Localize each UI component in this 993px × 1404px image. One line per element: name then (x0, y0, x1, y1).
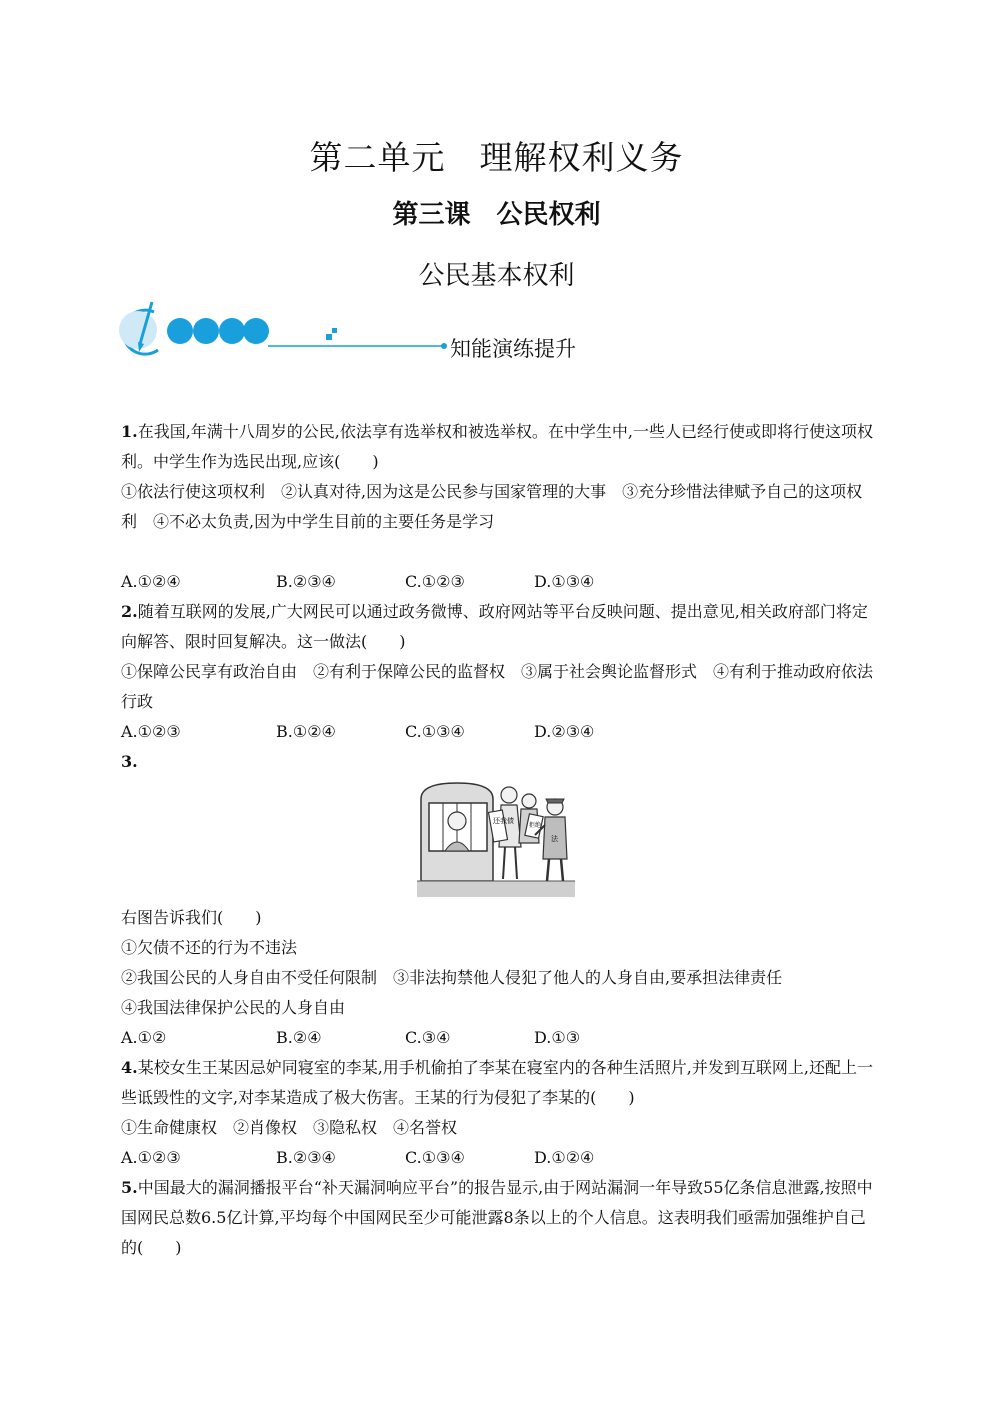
dot-3 (219, 318, 245, 344)
question-4-options (121, 1143, 873, 1173)
sign-text-3: 法 (551, 835, 558, 843)
question-number: 5. (121, 1178, 138, 1197)
dot-4 (243, 318, 269, 344)
sign-text-2: 拒绝 (529, 822, 542, 829)
question-3-stem: 右图告诉我们( ) (121, 908, 262, 927)
option-b[interactable]: B.②③④ (276, 1148, 336, 1167)
section-title: 公民基本权利 (418, 261, 575, 291)
question-2-statements: ①保障公民享有政治自由 ②有利于保障公民的监督权 ③属于社会舆论监督形式 ④有利于推动政府依法行政 (121, 662, 874, 711)
question-3-number-line (121, 747, 873, 777)
option-a[interactable]: A.①②④ (121, 572, 181, 591)
question-2-options (121, 717, 873, 747)
question-number: 4. (121, 1058, 138, 1077)
question-5-stem (121, 1173, 873, 1263)
question-number: 2. (121, 602, 138, 621)
question-1-options (121, 567, 873, 597)
question-4-stem (121, 1053, 873, 1113)
dot-1 (167, 318, 193, 344)
square-icon-2 (332, 328, 337, 333)
option-a[interactable]: A.①② (121, 1028, 167, 1047)
option-d[interactable]: D.①②④ (534, 1148, 595, 1167)
brush-icon (119, 302, 158, 354)
question-number: 3. (121, 752, 138, 771)
question-3-options (121, 1023, 873, 1053)
option-b[interactable]: B.②③④ (276, 572, 336, 591)
option-c[interactable]: C.①③④ (405, 1148, 465, 1167)
option-c[interactable]: C.①③④ (405, 722, 465, 741)
question-text: 中国最大的漏洞播报平台“补天漏洞响应平台”的报告显示,由于网站漏洞一年导致55亿条信息泄露,按照中国网民总数6.5亿计算,平均每个中国网民至少可能泄露8条以上的个人信息。这表明我们亟需加强维护自己的( ) (121, 1178, 873, 1257)
option-b[interactable]: B.①②④ (276, 722, 336, 741)
option-d[interactable]: D.①③④ (534, 572, 595, 591)
question-1-statements: ①依法行使这项权利 ②认真对待,因为这是公民参与国家管理的大事 ③充分珍惜法律赋予自己的这项权利 ④不必太负责,因为中学生目前的主要任务是学习 (121, 482, 863, 531)
option-d[interactable]: D.②③④ (534, 722, 595, 741)
option-b[interactable]: B.②④ (276, 1028, 322, 1047)
option-a[interactable]: A.①②③ (121, 1148, 181, 1167)
rule-end-dot (441, 343, 447, 349)
option-d[interactable]: D.①③ (534, 1028, 581, 1047)
question-3-line-3: ④我国法律保护公民的人身自由 (121, 998, 346, 1017)
banner-label: 知能演练提升 (450, 337, 576, 361)
question-3-line-2: ②我国公民的人身自由不受任何限制 ③非法拘禁他人侵犯了他人的人身自由,要承担法律责任 (121, 968, 783, 987)
option-c[interactable]: C.③④ (405, 1028, 451, 1047)
dot-2 (193, 318, 219, 344)
option-c[interactable]: C.①②③ (405, 572, 465, 591)
sign-text-1: 还我债 (493, 817, 514, 825)
question-1-stem (121, 417, 873, 477)
question-text: 某校女生王某因忌妒同寝室的李某,用手机偷拍了李某在寝室内的各种生活照片,并发到互联网上,还配上一些诋毁性的文字,对李某造成了极大伤害。王某的行为侵犯了李某的( ) (121, 1058, 873, 1107)
question-2-stem (121, 597, 873, 657)
lesson-title: 第三课 公民权利 (392, 200, 601, 230)
cartoon-illustration (417, 781, 575, 897)
option-a[interactable]: A.①②③ (121, 722, 181, 741)
question-3-line-1: ①欠债不还的行为不违法 (121, 938, 298, 957)
question-text: 在我国,年满十八周岁的公民,依法享有选举权和被选举权。在中学生中,一些人已经行使或即将行使这项权利。中学生作为选民出现,应该( ) (121, 422, 873, 471)
question-4-statements: ①生命健康权 ②肖像权 ③隐私权 ④名誉权 (121, 1118, 458, 1137)
unit-title: 第二单元 理解权利义务 (309, 138, 684, 177)
question-text: 随着互联网的发展,广大网民可以通过政务微博、政府网站等平台反映问题、提出意见,相关政府部门将定向解答、限时回复解决。这一做法( ) (121, 602, 868, 651)
question-number: 1. (121, 422, 138, 441)
question-list (121, 417, 873, 1263)
square-icon (326, 334, 332, 340)
